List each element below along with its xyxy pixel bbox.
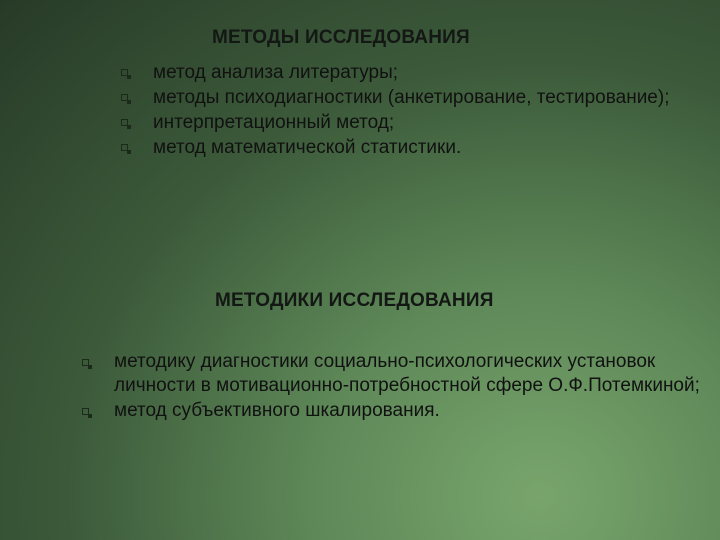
square-bullet-icon	[121, 69, 128, 76]
square-bullet-icon	[82, 408, 89, 415]
techniques-heading: МЕТОДИКИ ИССЛЕДОВАНИЯ	[215, 290, 494, 311]
list-item: методику диагностики социально-психологических установок личности в мотивационно-потребностной сфере О.Ф.Потемкиной;	[114, 350, 704, 398]
list-item: метод субъективного шкалирования.	[114, 399, 704, 423]
list-item: методы психодиагностики (анкетирование, тестирование);	[153, 86, 683, 110]
square-bullet-icon	[82, 359, 89, 366]
list-item: метод математической статистики.	[153, 136, 683, 160]
list-item: интерпретационный метод;	[153, 111, 683, 135]
square-bullet-icon	[121, 119, 128, 126]
list-item: метод анализа литературы;	[153, 61, 683, 85]
techniques-list	[114, 350, 704, 424]
methods-heading: МЕТОДЫ ИССЛЕДОВАНИЯ	[212, 27, 470, 48]
square-bullet-icon	[121, 94, 128, 101]
square-bullet-icon	[121, 144, 128, 151]
methods-list	[153, 61, 683, 161]
